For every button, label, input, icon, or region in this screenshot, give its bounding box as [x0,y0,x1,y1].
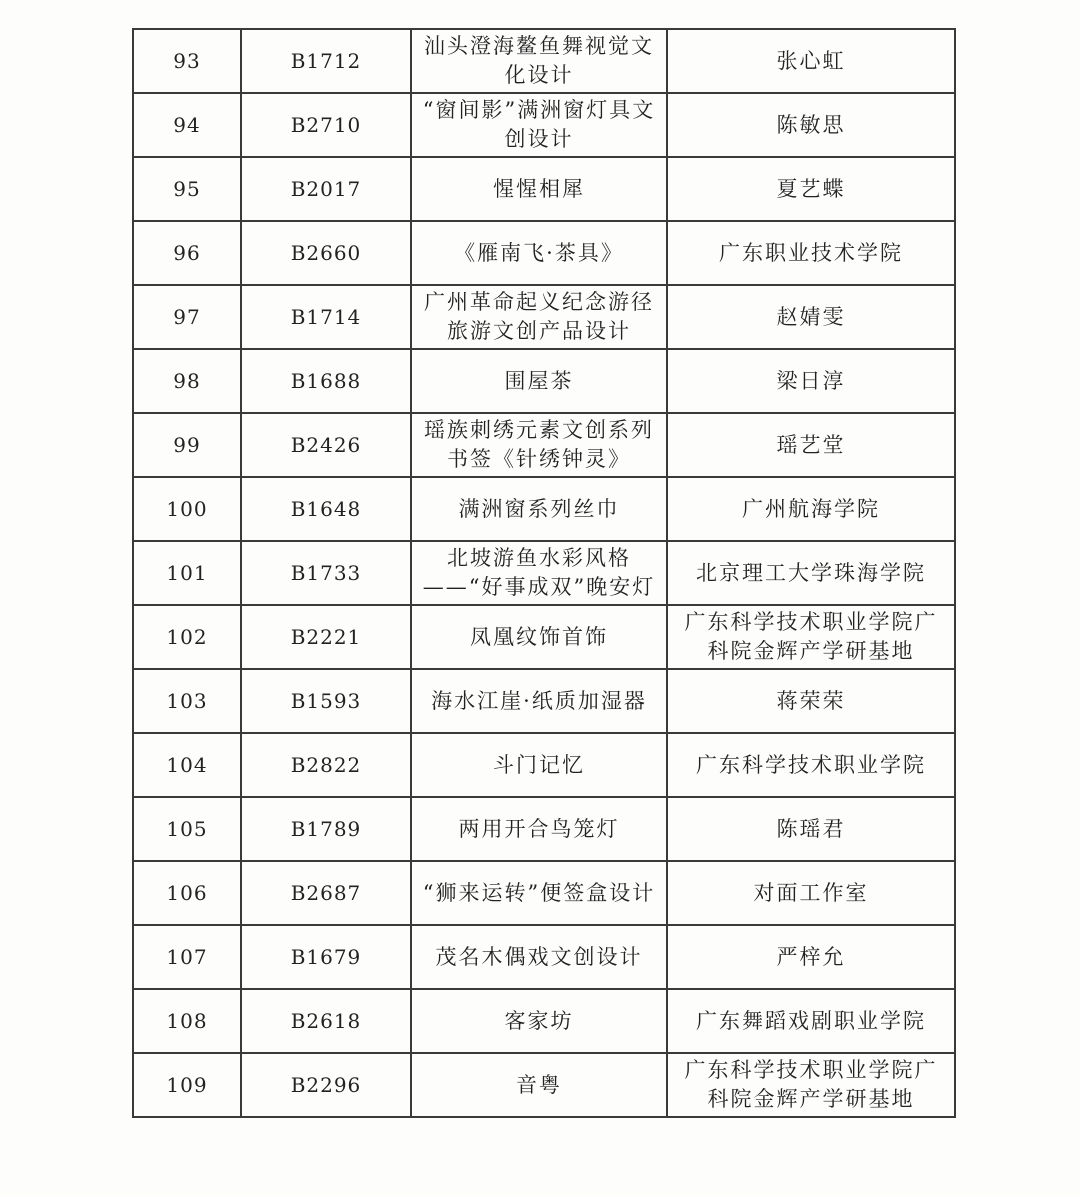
entry-code: B2618 [241,989,411,1053]
table-row [133,413,955,477]
entry-code: B1688 [241,349,411,413]
row-number: 99 [133,413,241,477]
work-title: “窗间影”满洲窗灯具文创设计 [411,93,667,157]
author-name: 严梓允 [667,925,955,989]
table-row [133,285,955,349]
table-row [133,733,955,797]
work-title: 海水江崖·纸质加湿器 [411,669,667,733]
row-number: 103 [133,669,241,733]
entry-code: B2822 [241,733,411,797]
work-title: 瑶族刺绣元素文创系列书签《针绣钟灵》 [411,413,667,477]
row-number: 98 [133,349,241,413]
work-title: 斗门记忆 [411,733,667,797]
author-name: 陈敏思 [667,93,955,157]
entry-code: B1593 [241,669,411,733]
table-row [133,925,955,989]
author-name: 广东舞蹈戏剧职业学院 [667,989,955,1053]
work-title: 两用开合鸟笼灯 [411,797,667,861]
entry-code: B1733 [241,541,411,605]
work-title: 汕头澄海鳌鱼舞视觉文化设计 [411,29,667,93]
row-number: 97 [133,285,241,349]
work-title: 音粤 [411,1053,667,1117]
author-name: 广东职业技术学院 [667,221,955,285]
row-number: 108 [133,989,241,1053]
entry-code: B1679 [241,925,411,989]
entry-code: B1789 [241,797,411,861]
author-name: 广东科学技术职业学院 [667,733,955,797]
author-name: 广东科学技术职业学院广科院金辉产学研基地 [667,605,955,669]
table-row [133,221,955,285]
entry-code: B2017 [241,157,411,221]
table-row [133,989,955,1053]
row-number: 95 [133,157,241,221]
work-title: 围屋茶 [411,349,667,413]
table-row [133,93,955,157]
row-number: 96 [133,221,241,285]
author-name: 赵婧雯 [667,285,955,349]
table-row [133,157,955,221]
entry-code: B2687 [241,861,411,925]
table-row [133,541,955,605]
author-name: 张心虹 [667,29,955,93]
row-number: 106 [133,861,241,925]
entry-code: B2296 [241,1053,411,1117]
table-row [133,669,955,733]
work-title: 满洲窗系列丝巾 [411,477,667,541]
row-number: 109 [133,1053,241,1117]
table-row [133,861,955,925]
row-number: 100 [133,477,241,541]
row-number: 104 [133,733,241,797]
work-title: 惺惺相犀 [411,157,667,221]
work-title: 凤凰纹饰首饰 [411,605,667,669]
table-row [133,477,955,541]
table-row [133,349,955,413]
work-title: 《雁南飞·茶具》 [411,221,667,285]
row-number: 94 [133,93,241,157]
results-table [132,28,956,1118]
author-name: 广州航海学院 [667,477,955,541]
entry-code: B1648 [241,477,411,541]
entry-code: B1712 [241,29,411,93]
row-number: 102 [133,605,241,669]
table-row [133,1053,955,1117]
entry-code: B2221 [241,605,411,669]
author-name: 梁日淳 [667,349,955,413]
author-name: 夏艺蝶 [667,157,955,221]
author-name: 陈瑶君 [667,797,955,861]
author-name: 对面工作室 [667,861,955,925]
work-title: 客家坊 [411,989,667,1053]
table-row [133,605,955,669]
row-number: 105 [133,797,241,861]
work-title: 北坡游鱼水彩风格——“好事成双”晚安灯 [411,541,667,605]
table-row [133,29,955,93]
entry-code: B2426 [241,413,411,477]
entry-code: B2710 [241,93,411,157]
work-title: 茂名木偶戏文创设计 [411,925,667,989]
entry-code: B2660 [241,221,411,285]
entry-code: B1714 [241,285,411,349]
author-name: 广东科学技术职业学院广科院金辉产学研基地 [667,1053,955,1117]
row-number: 93 [133,29,241,93]
work-title: 广州革命起义纪念游径旅游文创产品设计 [411,285,667,349]
author-name: 北京理工大学珠海学院 [667,541,955,605]
row-number: 101 [133,541,241,605]
row-number: 107 [133,925,241,989]
author-name: 蒋荣荣 [667,669,955,733]
work-title: “狮来运转”便签盒设计 [411,861,667,925]
author-name: 瑶艺堂 [667,413,955,477]
table-row [133,797,955,861]
